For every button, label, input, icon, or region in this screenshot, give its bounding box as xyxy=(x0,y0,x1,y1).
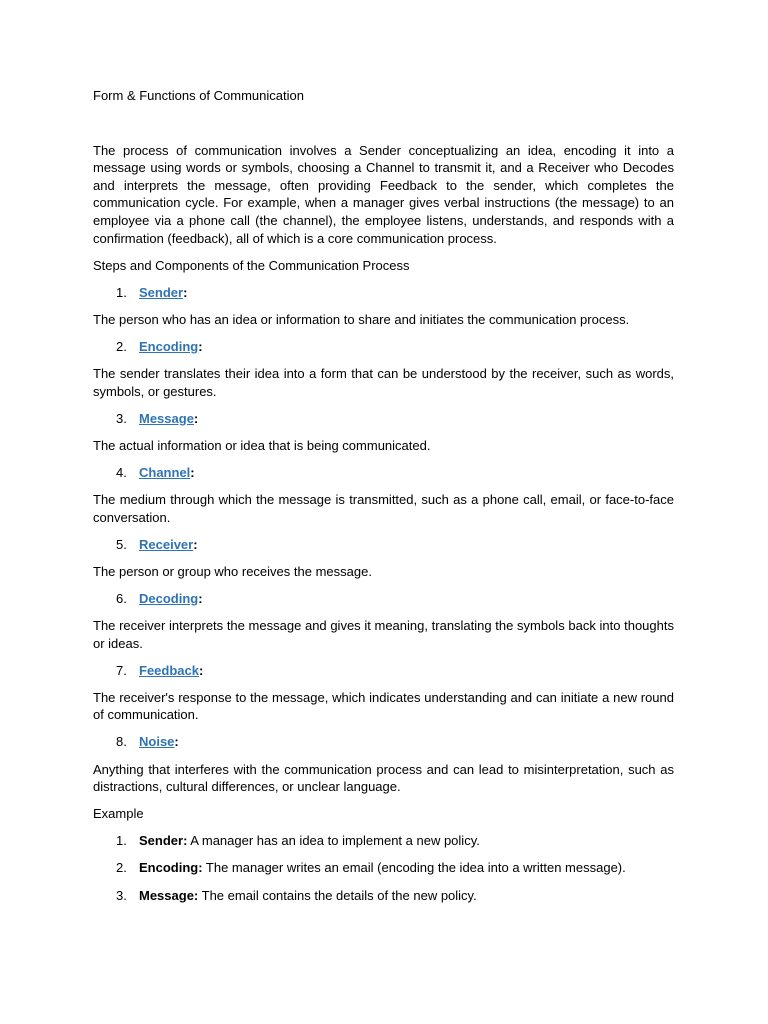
example-heading: Example xyxy=(93,806,144,822)
example-label: Message: xyxy=(139,887,199,903)
document-body xyxy=(93,87,674,904)
step-item xyxy=(93,662,674,680)
example-text: A manager has an idea to implement a new policy. xyxy=(187,833,480,849)
step-colon: : xyxy=(198,338,203,354)
example-number: 2. xyxy=(116,860,127,876)
step-description: The sender translates their idea into a form that can be understood by the receiver, such as words, symbols, or gestures. xyxy=(93,366,674,399)
step-number: 3. xyxy=(116,410,127,426)
intro-paragraph: The process of communication involves a Sender conceptualizing an idea, encoding it into a message using words or symbols, choosing a Channel to transmit it, and a Receiver who Decodes and interprets the message, often providing Feedback to the sender, which completes the communication cycle. For example, when a manager gives verbal instructions (the message) to an employee via a phone call (the channel), the employee listens, understands, and responds with a confirmation (feedback), all of which is a core communication process. xyxy=(93,142,674,246)
step-item xyxy=(93,338,674,356)
step-link-receiver[interactable]: Receiver xyxy=(139,536,194,552)
step-number: 6. xyxy=(116,590,127,606)
step-item xyxy=(93,284,674,302)
step-item xyxy=(93,733,674,751)
step-link-sender[interactable]: Sender xyxy=(139,284,184,300)
step-item xyxy=(93,410,674,428)
step-item xyxy=(93,536,674,554)
step-description: The person who has an idea or information to share and initiates the communication process. xyxy=(93,311,630,327)
step-number: 4. xyxy=(116,464,127,480)
step-link-message[interactable]: Message xyxy=(139,410,194,426)
document-title: Form & Functions of Communication xyxy=(93,88,304,103)
example-label: Encoding: xyxy=(139,860,203,876)
example-text: The manager writes an email (encoding the idea into a written message). xyxy=(202,860,626,876)
example-item xyxy=(93,887,674,905)
step-colon: : xyxy=(198,590,203,606)
step-link-noise[interactable]: Noise xyxy=(139,734,175,750)
example-text: The email contains the details of the new policy. xyxy=(198,887,477,903)
step-description: The receiver interprets the message and gives it meaning, translating the symbols back into thoughts or ideas. xyxy=(93,617,674,651)
step-number: 2. xyxy=(116,338,127,354)
step-colon: : xyxy=(198,662,204,678)
step-colon: : xyxy=(174,734,179,750)
step-item xyxy=(93,464,674,482)
step-link-decoding[interactable]: Decoding xyxy=(139,590,199,606)
step-link-encoding[interactable]: Encoding xyxy=(139,338,199,354)
step-colon: : xyxy=(193,410,199,426)
example-label: Sender: xyxy=(139,833,188,849)
step-description: The person or group who receives the message. xyxy=(93,563,372,579)
step-colon: : xyxy=(183,284,188,300)
step-number: 5. xyxy=(116,536,127,552)
step-link-feedback[interactable]: Feedback xyxy=(139,662,199,678)
step-description: Anything that interferes with the communication process and can lead to misinterpretation, such as distractions, cultural differences, or unclear language. xyxy=(93,761,674,795)
step-description: The actual information or idea that is being communicated. xyxy=(93,437,431,453)
step-link-channel[interactable]: Channel xyxy=(139,464,191,480)
example-item xyxy=(93,859,674,877)
step-colon: : xyxy=(190,464,195,480)
step-number: 7. xyxy=(116,662,127,678)
step-number: 1. xyxy=(116,284,127,300)
step-item xyxy=(93,590,674,608)
step-number: 8. xyxy=(116,734,127,750)
steps-heading: Steps and Components of the Communication Process xyxy=(93,257,410,273)
example-item xyxy=(93,832,674,850)
example-number: 1. xyxy=(116,833,127,849)
step-description: The medium through which the message is transmitted, such as a phone call, email, or face-to-face conversation. xyxy=(93,492,674,525)
example-number: 3. xyxy=(116,887,127,903)
step-colon: : xyxy=(193,536,198,552)
step-description: The receiver's response to the message, which indicates understanding and can initiate a new round of communication. xyxy=(93,689,674,723)
